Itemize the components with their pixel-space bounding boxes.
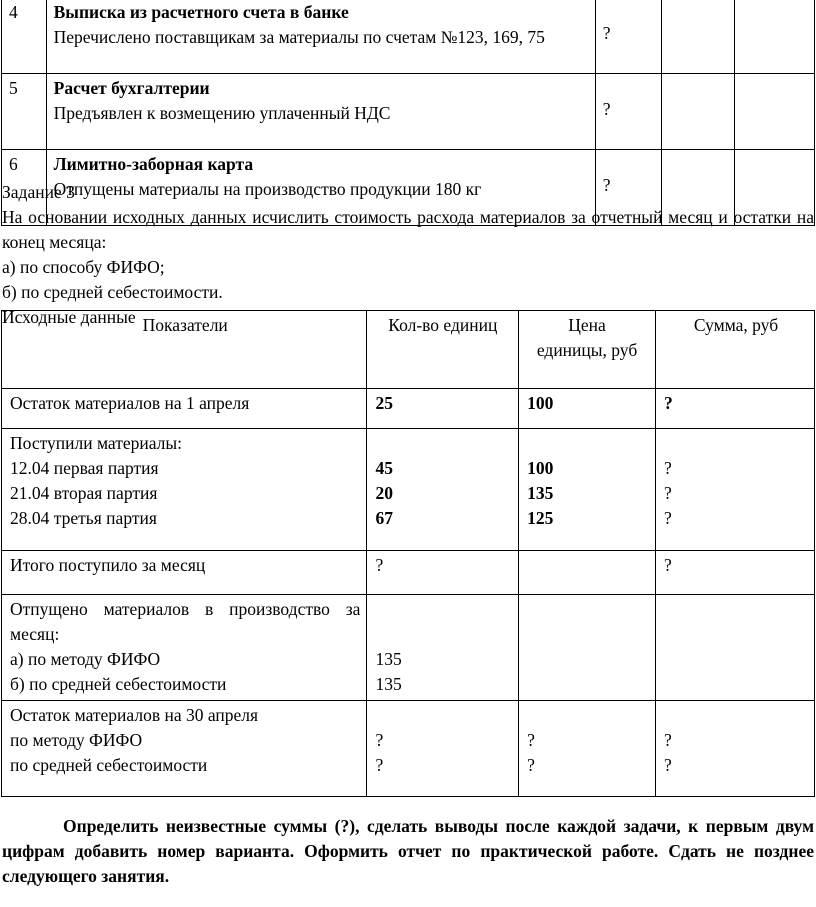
price-cell: 100 <box>519 389 656 429</box>
amount-cell: ? <box>595 0 661 74</box>
batch-qty: 45 <box>375 458 393 478</box>
debit-cell <box>662 0 735 74</box>
sum-cell <box>655 429 814 551</box>
row-label: Итого поступило за месяц <box>2 551 367 595</box>
instructions-text: Определить неизвестные суммы (?), сделать выводы после каждой задачи, к первым двум цифрам добавить номер варианта. Оформить отчет по практической работе. Сдать не позднее следующего занятия. <box>2 816 814 886</box>
table-row <box>2 0 815 74</box>
sum-cell <box>655 595 814 701</box>
batch-price: 125 <box>527 508 554 528</box>
batch-sum: ? <box>663 458 672 478</box>
issued-fifo-qty: 135 <box>375 649 402 669</box>
closing-avg-price: ? <box>527 755 535 775</box>
qty-cell <box>367 701 519 797</box>
source-data-table <box>1 310 815 797</box>
table-row <box>2 595 815 701</box>
credit-cell <box>735 0 815 74</box>
task-option-a: а) по способу ФИФО; <box>2 257 165 277</box>
closing-label: Остаток материалов на 30 апреля <box>10 705 259 725</box>
closing-fifo-price: ? <box>527 730 535 750</box>
sum-cell <box>655 701 814 797</box>
credit-cell <box>735 74 815 150</box>
table-row <box>2 389 815 429</box>
operation-text: Предъявлен к возмещению уплаченный НДС <box>53 103 391 123</box>
operation-cell <box>46 74 595 150</box>
header-sum: Сумма, руб <box>655 311 814 389</box>
amount-cell: ? <box>595 150 661 226</box>
table-row <box>2 551 815 595</box>
closing-fifo-sum: ? <box>663 730 672 750</box>
header-qty: Кол-во единиц <box>367 311 519 389</box>
batch-qty: 67 <box>375 508 393 528</box>
price-cell <box>519 701 656 797</box>
closing-fifo-label: по методу ФИФО <box>10 730 143 750</box>
batch-price: 100 <box>527 458 554 478</box>
row-number: 5 <box>2 74 47 150</box>
qty-cell <box>367 595 519 701</box>
task-block <box>2 180 814 330</box>
table-row <box>2 429 815 551</box>
batch-qty: 20 <box>375 483 393 503</box>
batch-label: 21.04 вторая партия <box>10 483 158 503</box>
row-label <box>2 701 367 797</box>
debit-cell <box>662 74 735 150</box>
task-heading: Задание 3 <box>2 182 75 202</box>
batch-price: 135 <box>527 483 554 503</box>
sum-cell: ? <box>655 551 814 595</box>
operation-text: Перечислено поставщикам за материалы по счетам №123, 169, 75 <box>53 27 545 47</box>
closing-fifo-qty: ? <box>375 730 384 750</box>
amount-cell: ? <box>595 74 661 150</box>
closing-avg-qty: ? <box>375 755 384 775</box>
task-option-b: б) по средней себестоимости. <box>2 282 223 302</box>
issued-fifo-label: а) по методу ФИФО <box>10 649 161 669</box>
qty-cell: ? <box>367 551 519 595</box>
table-row <box>2 74 815 150</box>
header-indicator: Показатели <box>2 311 367 389</box>
batch-sum: ? <box>663 483 672 503</box>
issued-avg-qty: 135 <box>375 674 402 694</box>
row-label <box>2 429 367 551</box>
closing-avg-sum: ? <box>663 755 672 775</box>
operation-text: Отпущены материалы на производство продукции 180 кг <box>53 179 482 199</box>
row-number: 4 <box>2 0 47 74</box>
batch-label: 28.04 третья партия <box>10 508 157 528</box>
sum-cell: ? <box>655 389 814 429</box>
batch-label: 12.04 первая партия <box>10 458 159 478</box>
issued-avg-label: б) по средней себестоимости <box>10 674 227 694</box>
document-title: Расчет бухгалтерии <box>53 78 210 98</box>
price-cell <box>519 551 656 595</box>
table-row <box>2 701 815 797</box>
closing-avg-label: по средней себестоимости <box>10 755 208 775</box>
task-intro: На основании исходных данных исчислить стоимость расхода материалов за отчетный месяц и остатки на конец месяца: <box>2 207 814 252</box>
batch-sum: ? <box>663 508 672 528</box>
row-label: Остаток материалов на 1 апреля <box>2 389 367 429</box>
received-label: Поступили материалы: <box>10 433 183 453</box>
issued-label-line2: месяц: <box>10 624 60 644</box>
issued-label-line1: Отпущено материалов в производство за <box>10 599 361 619</box>
row-number: 6 <box>2 150 47 226</box>
price-cell <box>519 595 656 701</box>
price-cell <box>519 429 656 551</box>
qty-cell: 25 <box>367 389 519 429</box>
qty-cell <box>367 429 519 551</box>
operation-cell <box>46 0 595 74</box>
document-title: Выписка из расчетного счета в банке <box>53 2 349 22</box>
document-title: Лимитно-заборная карта <box>53 154 254 174</box>
source-data-label: Исходные данные <box>2 307 136 327</box>
row-label <box>2 595 367 701</box>
header-row <box>2 311 815 389</box>
header-price: Цена единицы, руб <box>519 311 656 389</box>
